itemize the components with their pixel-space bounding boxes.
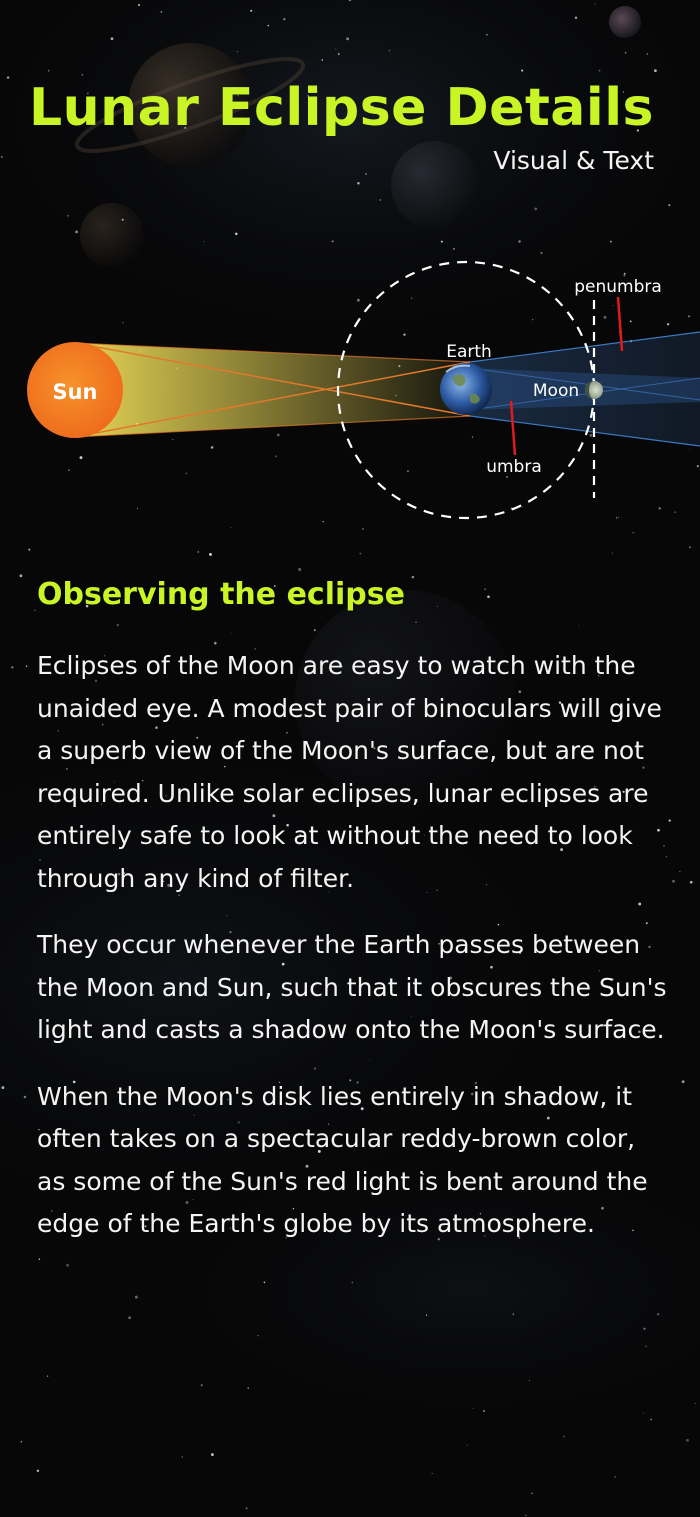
star bbox=[264, 1282, 266, 1284]
page-title: Lunar Eclipse Details bbox=[28, 78, 654, 138]
page-subtitle: Visual & Text bbox=[493, 146, 654, 175]
star bbox=[487, 595, 490, 598]
star bbox=[201, 1384, 203, 1386]
star bbox=[346, 37, 349, 40]
star bbox=[231, 633, 232, 634]
star bbox=[359, 553, 361, 555]
earth-label: Earth bbox=[446, 342, 492, 362]
star bbox=[679, 871, 680, 872]
star bbox=[689, 547, 691, 549]
star bbox=[1, 156, 3, 158]
section-heading: Observing the eclipse bbox=[37, 577, 405, 612]
star bbox=[432, 1473, 433, 1474]
star bbox=[237, 51, 238, 52]
star bbox=[314, 629, 316, 631]
star bbox=[686, 1439, 689, 1442]
star bbox=[250, 10, 252, 12]
star bbox=[37, 1470, 39, 1472]
article-body bbox=[37, 645, 667, 1270]
star bbox=[531, 1492, 533, 1494]
star bbox=[534, 208, 537, 211]
star bbox=[415, 621, 417, 623]
star bbox=[682, 1080, 685, 1083]
star bbox=[235, 233, 237, 235]
star bbox=[486, 34, 488, 36]
star bbox=[161, 11, 163, 13]
star bbox=[599, 70, 601, 72]
star bbox=[645, 1346, 647, 1348]
star bbox=[575, 16, 578, 19]
star bbox=[335, 48, 336, 49]
star bbox=[672, 880, 675, 883]
star bbox=[26, 665, 28, 667]
star bbox=[298, 568, 301, 571]
star bbox=[283, 18, 285, 20]
star bbox=[211, 1453, 214, 1456]
star bbox=[111, 37, 114, 40]
star bbox=[612, 553, 613, 554]
star bbox=[643, 1328, 645, 1330]
star bbox=[669, 820, 671, 822]
star bbox=[484, 588, 486, 590]
star bbox=[209, 553, 212, 556]
star bbox=[695, 1403, 696, 1404]
star bbox=[122, 219, 124, 221]
star bbox=[246, 1507, 248, 1509]
star bbox=[646, 53, 648, 55]
star bbox=[513, 1313, 514, 1314]
star bbox=[47, 1375, 48, 1376]
star bbox=[28, 549, 30, 551]
paragraph: Eclipses of the Moon are easy to watch with the unaided eye. A modest pair of binoculars will give a superb view of the Moon's surface, but are not required. Unlike solar eclipses, lunar eclipses are entirely safe to look at without the need to look through any kind of filter. bbox=[37, 651, 662, 893]
star bbox=[11, 666, 13, 668]
penumbra-label: penumbra bbox=[574, 277, 662, 297]
star bbox=[321, 59, 323, 61]
star bbox=[668, 204, 670, 206]
star bbox=[529, 1380, 530, 1381]
star bbox=[595, 3, 596, 4]
background-planet bbox=[609, 6, 641, 38]
star bbox=[467, 1445, 468, 1446]
paragraph: When the Moon's disk lies entirely in shadow, it often takes on a spectacular reddy-brown color, as some of the Sun's red light is bent around the edge of the Earth's globe by its atmosphere. bbox=[37, 1081, 648, 1238]
star bbox=[521, 70, 523, 72]
star bbox=[654, 69, 657, 72]
star bbox=[365, 173, 367, 175]
sun-label: Sun bbox=[52, 380, 98, 404]
star bbox=[128, 1316, 131, 1319]
star bbox=[34, 610, 35, 611]
star bbox=[117, 624, 119, 626]
star bbox=[338, 53, 340, 55]
star bbox=[21, 1441, 22, 1442]
moon-label: Moon bbox=[532, 381, 580, 401]
star bbox=[473, 1408, 474, 1409]
star bbox=[1, 1086, 4, 1089]
umbra-label: umbra bbox=[486, 457, 542, 477]
star bbox=[135, 1296, 138, 1299]
star bbox=[24, 1096, 26, 1098]
star bbox=[67, 215, 69, 217]
star bbox=[357, 182, 360, 185]
background-planet bbox=[391, 141, 479, 229]
star bbox=[82, 74, 83, 75]
sunlight-beam bbox=[75, 343, 470, 437]
star bbox=[525, 1514, 527, 1516]
star bbox=[247, 1387, 249, 1389]
eclipse-diagram bbox=[0, 240, 700, 540]
star bbox=[268, 25, 270, 27]
star bbox=[412, 576, 415, 579]
star bbox=[75, 231, 78, 234]
star bbox=[426, 1315, 427, 1316]
star bbox=[352, 1282, 354, 1284]
star bbox=[578, 625, 579, 626]
star bbox=[182, 1456, 183, 1457]
star bbox=[48, 70, 50, 72]
star bbox=[483, 1410, 485, 1412]
star bbox=[625, 52, 627, 54]
star bbox=[690, 881, 693, 884]
star bbox=[657, 1313, 659, 1315]
star bbox=[19, 574, 22, 577]
paragraph: They occur whenever the Earth passes between the Moon and Sun, such that it obscures the Sun's light and casts a shadow onto the Moon's surface. bbox=[37, 930, 667, 1044]
star bbox=[650, 1419, 651, 1420]
star bbox=[614, 1476, 615, 1477]
star bbox=[563, 1436, 565, 1438]
star bbox=[258, 1335, 259, 1336]
star bbox=[389, 50, 391, 52]
star bbox=[198, 551, 199, 552]
star bbox=[643, 1413, 644, 1414]
star bbox=[380, 199, 381, 200]
star bbox=[437, 606, 438, 607]
star bbox=[138, 4, 140, 6]
